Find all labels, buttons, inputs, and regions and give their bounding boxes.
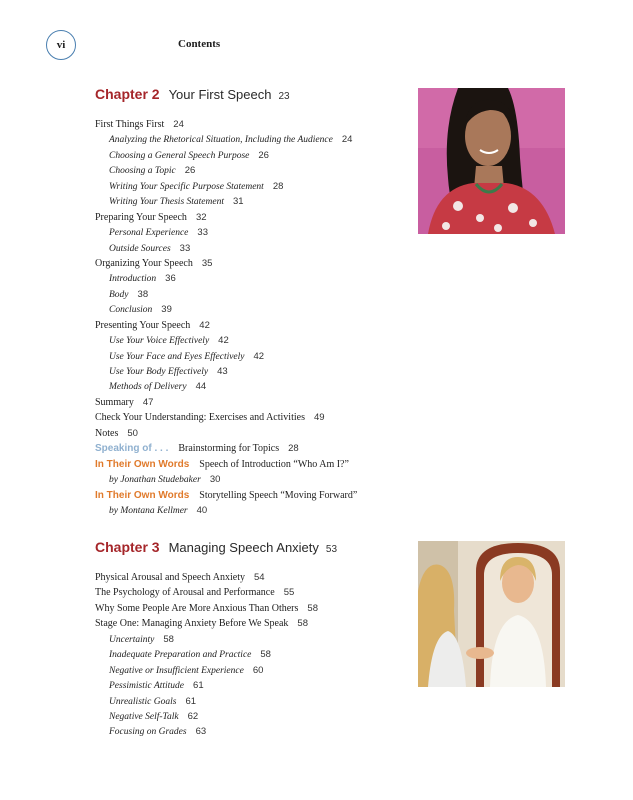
own-words-label: In Their Own Words bbox=[95, 458, 190, 470]
toc-subentry[interactable]: Inadequate Preparation and Practice 58 bbox=[109, 649, 271, 661]
chapter-2-title: Your First Speech bbox=[168, 87, 272, 102]
speaking-of-label: Speaking of . . . bbox=[95, 443, 169, 455]
page-number-badge bbox=[46, 30, 76, 60]
toc-entry[interactable]: Organizing Your Speech 35 bbox=[95, 257, 213, 269]
toc-feature-own-words[interactable]: In Their Own Words Speech of Introduction “Who Am I?” bbox=[95, 458, 349, 470]
toc-entry[interactable]: Check Your Understanding: Exercises and Activities 49 bbox=[95, 412, 325, 424]
chapter-3-page: 53 bbox=[325, 544, 338, 555]
page-number: vi bbox=[56, 39, 66, 51]
toc-subentry[interactable]: Writing Your Specific Purpose Statement 28 bbox=[109, 180, 284, 192]
toc-subentry[interactable]: Analyzing the Rhetorical Situation, Including the Audience 24 bbox=[109, 134, 353, 146]
chapter-2-toc bbox=[95, 117, 415, 518]
toc-subentry[interactable]: Choosing a General Speech Purpose 26 bbox=[109, 149, 269, 161]
toc-subentry[interactable]: Use Your Face and Eyes Effectively 42 bbox=[109, 350, 265, 362]
toc-entry[interactable]: Presenting Your Speech 42 bbox=[95, 319, 210, 331]
toc-entry[interactable]: Stage One: Managing Anxiety Before We Speak 58 bbox=[95, 618, 308, 630]
toc-subentry[interactable]: Use Your Body Effectively 43 bbox=[109, 366, 228, 377]
chapter-3-heading[interactable] bbox=[95, 539, 337, 557]
toc-subentry[interactable]: Pessimistic Attitude 61 bbox=[109, 680, 204, 692]
toc-subentry[interactable]: Introduction 36 bbox=[109, 273, 176, 285]
chapter-2-heading[interactable] bbox=[95, 86, 290, 104]
toc-subentry[interactable]: Personal Experience 33 bbox=[109, 227, 208, 239]
chapter-3-number: Chapter 3 bbox=[95, 539, 160, 555]
toc-subentry[interactable]: by Jonathan Studebaker 30 bbox=[109, 474, 221, 486]
toc-subentry[interactable]: Writing Your Thesis Statement 31 bbox=[109, 196, 244, 208]
toc-subentry[interactable]: Uncertainty 58 bbox=[109, 633, 174, 645]
chapter-2-page: 23 bbox=[278, 91, 290, 102]
running-head: Contents bbox=[178, 38, 221, 50]
chapter-2-number: Chapter 2 bbox=[95, 86, 160, 102]
toc-subentry[interactable]: Use Your Voice Effectively 42 bbox=[109, 335, 229, 347]
toc-subentry[interactable]: Outside Sources 33 bbox=[109, 242, 191, 254]
toc-feature-own-words[interactable]: In Their Own Words Storytelling Speech “Moving Forward” bbox=[95, 489, 358, 501]
toc-subentry[interactable]: Choosing a Topic 26 bbox=[109, 165, 196, 177]
toc-subentry[interactable]: Unrealistic Goals 61 bbox=[109, 695, 197, 707]
toc-subentry[interactable]: Negative or Insufficient Experience 60 bbox=[109, 664, 264, 676]
toc-subentry[interactable]: by Montana Kellmer 40 bbox=[109, 504, 208, 516]
toc-entry[interactable]: First Things First 24 bbox=[95, 119, 184, 130]
toc-entry[interactable]: Preparing Your Speech 32 bbox=[95, 211, 207, 223]
toc-subentry[interactable]: Conclusion 39 bbox=[109, 304, 172, 316]
toc-subentry[interactable]: Focusing on Grades 63 bbox=[109, 726, 207, 738]
chapter-3-title: Managing Speech Anxiety bbox=[168, 540, 319, 555]
chapter-3-toc bbox=[95, 570, 415, 740]
toc-entry[interactable]: Notes 50 bbox=[95, 427, 138, 439]
toc-entry[interactable]: The Psychology of Arousal and Performance 55 bbox=[95, 587, 295, 599]
toc-feature-speaking-of[interactable]: Speaking of . . . Brainstorming for Topics 28 bbox=[95, 443, 299, 455]
toc-entry[interactable]: Why Some People Are More Anxious Than Others 58 bbox=[95, 602, 318, 614]
chapter-3-photo bbox=[418, 541, 565, 687]
toc-subentry[interactable]: Methods of Delivery 44 bbox=[109, 381, 207, 393]
own-words-label: In Their Own Words bbox=[95, 489, 190, 501]
toc-entry[interactable]: Physical Arousal and Speech Anxiety 54 bbox=[95, 572, 265, 583]
toc-entry[interactable]: Summary 47 bbox=[95, 396, 154, 408]
toc-subentry[interactable]: Negative Self-Talk 62 bbox=[109, 710, 199, 722]
chapter-2-photo bbox=[418, 88, 565, 234]
toc-subentry[interactable]: Body 38 bbox=[109, 288, 149, 300]
